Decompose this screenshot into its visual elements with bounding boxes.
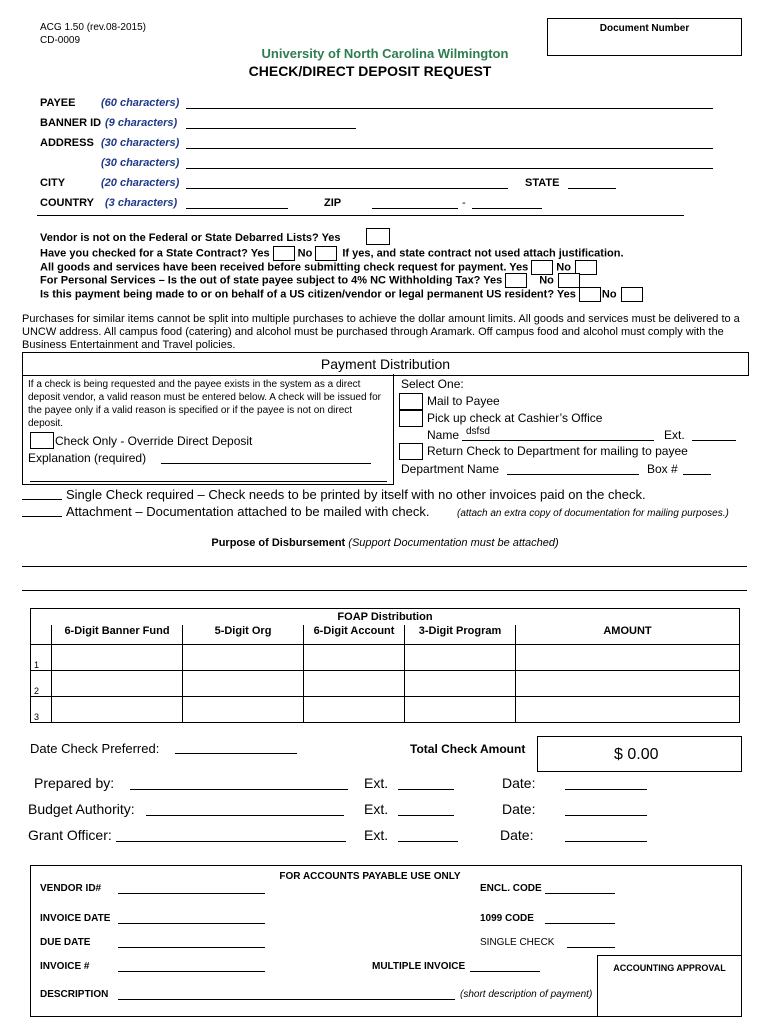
foap-row-number: 2 [31,671,52,697]
state-contract-yes-checkbox[interactable] [273,246,295,261]
budget-ext-field[interactable] [398,815,454,816]
us-citizen-no-checkbox[interactable] [621,287,643,302]
foap-title: FOAP Distribution [337,610,433,623]
due-date-field[interactable] [118,947,265,948]
description-note: (short description of payment) [460,989,593,1000]
encl-code-field[interactable] [545,893,615,894]
withholding-no-checkbox[interactable] [558,273,580,288]
grant-officer-field[interactable] [116,841,346,842]
city-field[interactable] [186,188,508,189]
question-state-contract: Have you checked for a State Contract? Yes No If yes, and state contract not used attach justification. [40,247,624,260]
name-label: Name [427,428,460,442]
invoice-date-field[interactable] [118,923,265,924]
form-code: CD-0009 [40,35,81,46]
zip-field[interactable] [372,208,458,209]
address2-hint: (30 characters) [101,157,180,169]
prepared-ext-label: Ext. [364,775,389,791]
grant-date-label: Date: [500,827,534,843]
explanation-label: Explanation (required) [28,451,147,465]
single-check-field[interactable] [567,947,615,948]
state-contract-no-checkbox[interactable] [315,246,337,261]
grant-ext-label: Ext. [364,827,389,843]
date-preferred-field[interactable] [175,753,297,754]
foap-org-cell[interactable] [183,671,304,697]
us-citizen-yes-checkbox[interactable] [579,287,601,302]
foap-program-cell[interactable] [405,645,516,671]
purpose-line-2[interactable] [22,590,747,591]
date-preferred-label: Date Check Preferred: [30,741,160,756]
prepared-by-field[interactable] [130,789,348,790]
mail-to-payee-checkbox[interactable] [399,393,423,410]
table-row [31,697,740,723]
purpose-heading: Purpose of Disbursement (Support Documentation must be attached) [211,537,559,549]
name-value[interactable]: dsfsd [466,426,490,437]
return-check-checkbox[interactable] [399,443,423,460]
foap-program-cell[interactable] [405,697,516,723]
purpose-line-1[interactable] [22,566,747,567]
foap-row-number: 3 [31,697,52,723]
encl-code-label: ENCL. CODE [480,883,542,894]
foap-fund-cell[interactable] [52,671,183,697]
pickup-checkbox[interactable] [399,410,423,427]
vendor-id-field[interactable] [118,893,265,894]
ext-label: Ext. [664,428,685,442]
zip-dash: - [462,197,466,209]
page-title: CHECK/DIRECT DEPOSIT REQUEST [248,63,492,79]
accounting-approval-box[interactable] [597,955,742,1017]
payment-bottom-border [22,484,394,485]
foap-org-cell[interactable] [183,645,304,671]
question-us-citizen: Is this payment being made to or on behalf of a US citizen/vendor or legal permanent US resident? Yes No [40,287,643,302]
select-one-label: Select One: [401,377,464,391]
foap-org-cell[interactable] [183,697,304,723]
withholding-yes-checkbox[interactable] [505,273,527,288]
document-number-label: Document Number [599,23,690,34]
city-hint: (20 characters) [101,177,180,189]
foap-table [30,608,740,723]
foap-account-cell[interactable] [304,645,405,671]
payment-column-divider [393,374,394,485]
payee-hint: (60 characters) [101,97,180,109]
description-field[interactable] [118,999,455,1000]
single-check-text: Single Check required – Check needs to be printed by itself with no other invoices paid on the check. [66,487,646,502]
city-label: CITY [40,177,66,189]
table-row [31,645,740,671]
foap-account-cell[interactable] [304,697,405,723]
purchases-note: Purchases for similar items cannot be split into multiple purchases to achieve the dollar amount limits. All goods and services must be delivered to a UNCW address. All campus food (catering) and alcohol must be purchased through Aramark. Off campus food and alcohol must comply with the Business Entertainment and Travel policies. [22,313,740,351]
foap-header-fund: 6-Digit Banner Fund [52,625,183,645]
single-check-label: SINGLE CHECK [480,937,555,948]
country-field[interactable] [186,208,288,209]
foap-fund-cell[interactable] [52,697,183,723]
payee-divider [37,215,684,216]
address-label: ADDRESS [40,137,94,149]
total-amount-box [537,736,742,772]
question-debarred: Vendor is not on the Federal or State Debarred Lists? Yes [40,232,341,244]
check-only-checkbox[interactable] [30,432,54,449]
country-hint: (3 characters) [105,197,178,209]
country-label: COUNTRY [40,197,94,209]
foap-row-num-header [31,625,52,645]
grant-officer-label: Grant Officer: [28,827,112,843]
banner-id-hint: (9 characters) [105,117,178,129]
grant-ext-field[interactable] [398,841,458,842]
prepared-date-field[interactable] [565,789,647,790]
check-only-label: Check Only - Override Direct Deposit [55,434,253,448]
budget-date-field[interactable] [565,815,647,816]
prepared-by-label: Prepared by: [34,775,115,791]
budget-ext-label: Ext. [364,801,389,817]
payment-left-border [22,374,23,485]
foap-amount-cell[interactable] [516,697,740,723]
state-field[interactable] [568,188,616,189]
foap-header-amount: AMOUNT [516,625,740,645]
single-check-blank[interactable] [22,499,62,500]
grant-date-field[interactable] [565,841,647,842]
mail-to-payee-label: Mail to Payee [427,394,500,408]
multiple-invoice-field[interactable] [470,971,540,972]
address-field[interactable] [186,148,713,149]
pickup-label: Pick up check at Cashier’s Office [427,411,603,425]
total-amount-label: Total Check Amount [410,742,526,756]
department-name-label: Department Name [401,462,500,476]
invoice-date-label: INVOICE DATE [40,913,111,924]
prepared-date-label: Date: [502,775,536,791]
banner-id-field[interactable] [186,128,356,129]
foap-header-program: 3-Digit Program [405,625,516,645]
foap-account-cell[interactable] [304,671,405,697]
budget-authority-label: Budget Authority: [28,801,135,817]
accounting-approval-label: ACCOUNTING APPROVAL [613,963,726,973]
payee-field[interactable] [186,108,713,109]
debarred-yes-checkbox[interactable] [366,228,390,245]
return-check-label: Return Check to Department for mailing to payee [427,444,688,458]
code-1099-field[interactable] [545,923,615,924]
code-1099-label: 1099 CODE [480,913,534,924]
zip-ext-field[interactable] [472,208,542,209]
invoice-number-field[interactable] [118,971,265,972]
payment-distribution-title: Payment Distribution [320,356,451,372]
vendor-id-label: VENDOR ID# [40,883,102,894]
address-hint: (30 characters) [101,137,180,149]
foap-amount-cell[interactable] [516,671,740,697]
payee-label: PAYEE [40,97,76,109]
banner-id-label: BANNER ID [40,117,102,129]
explanation-field[interactable] [161,463,371,464]
due-date-label: DUE DATE [40,937,91,948]
multiple-invoice-label: MULTIPLE INVOICE [372,961,466,972]
zip-label: ZIP [324,197,342,209]
foap-header-account: 6-Digit Account [304,625,405,645]
description-label: DESCRIPTION [40,989,109,1000]
foap-title-cell [31,609,740,625]
attachment-note: (attach an extra copy of documentation for mailing purposes.) [457,508,729,519]
ext-field[interactable] [692,440,736,441]
department-name-field[interactable] [507,474,639,475]
foap-header-org: 5-Digit Org [183,625,304,645]
state-label: STATE [525,177,560,189]
invoice-number-label: INVOICE # [40,961,90,972]
question-goods-received: All goods and services have been received before submitting check request for payment. Yes No [40,260,597,275]
payment-left-text: If a check is being requested and the payee exists in the system as a direct deposit vendor, a valid reason must be entered below. A check will be issued for the payee only if a valid reason is specified or if the payee is not on direct deposit. [28,379,381,429]
explanation-field-2[interactable] [30,481,387,482]
accounts-payable-title: FOR ACCOUNTS PAYABLE USE ONLY [279,871,461,882]
payment-distribution-header [22,352,749,376]
address2-field[interactable] [186,168,713,169]
attachment-text: Attachment – Documentation attached to be mailed with check. [66,504,430,519]
name-field[interactable] [462,440,654,441]
foap-row-number: 1 [31,645,52,671]
form-id: ACG 1.50 (rev.08-2015) [40,22,146,33]
question-withholding: For Personal Services – Is the out of state payee subject to 4% NC Withholding Tax? Yes No [40,273,580,288]
budget-authority-field[interactable] [146,815,344,816]
foap-amount-cell[interactable] [516,645,740,671]
foap-program-cell[interactable] [405,671,516,697]
total-amount-value: $ 0.00 [614,746,659,763]
box-label: Box # [647,462,678,476]
prepared-ext-field[interactable] [398,789,454,790]
university-name: University of North Carolina Wilmington [261,46,509,61]
box-field[interactable] [683,474,711,475]
table-row [31,671,740,697]
budget-date-label: Date: [502,801,536,817]
foap-fund-cell[interactable] [52,645,183,671]
